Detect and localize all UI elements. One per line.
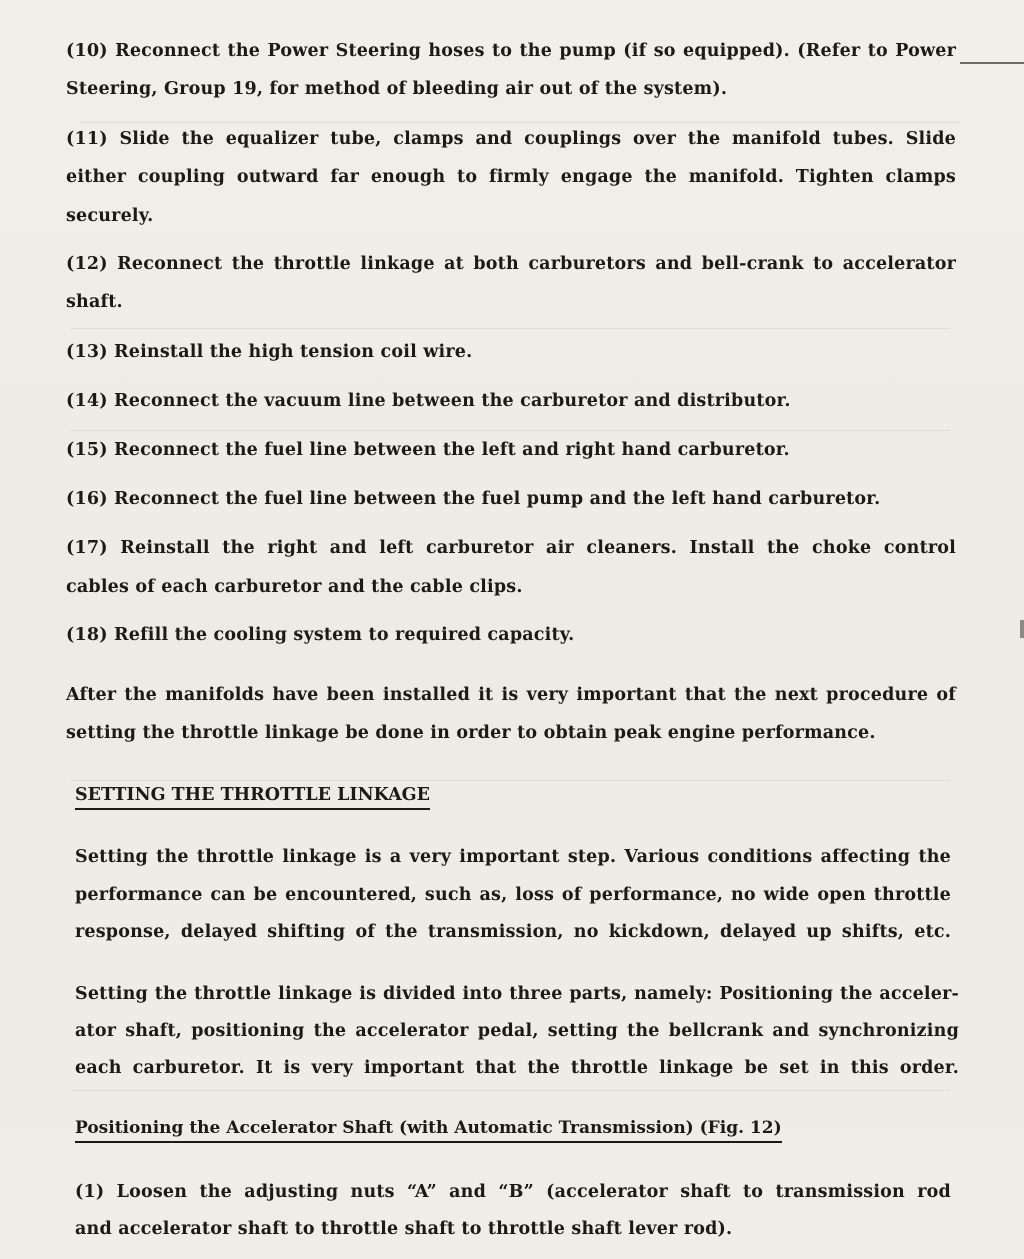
step-13: (13) Reinstall the high tension coil wire. <box>66 342 473 362</box>
step-12-line-1: (12) Reconnect the throttle linkage at both carburetors and bell-crank to accelerator <box>66 254 956 274</box>
margin-mark <box>1020 620 1024 638</box>
after-paragraph-line-2: setting the throttle linkage be done in order to obtain peak engine performance. <box>66 723 876 743</box>
after-paragraph-line-1: After the manifolds have been installed it is very important that the next procedure of <box>66 685 956 705</box>
step-15: (15) Reconnect the fuel line between the left and right hand carburetor. <box>66 440 790 460</box>
show-through-mark <box>70 420 950 431</box>
step-11-line-1: (11) Slide the equalizer tube, clamps and couplings over the manifold tubes. Slide <box>66 129 956 149</box>
step-18: (18) Refill the cooling system to required capacity. <box>66 625 575 645</box>
step-10-line-1: (10) Reconnect the Power Steering hoses to the pump (if so equipped). (Refer to Power <box>66 41 956 61</box>
show-through-mark <box>70 318 950 329</box>
step-12-line-2: shaft. <box>66 292 123 312</box>
subsection-step-1-line-2: and accelerator shaft to throttle shaft to throttle shaft lever rod). <box>75 1219 733 1239</box>
step-16: (16) Reconnect the fuel line between the fuel pump and the left hand carburetor. <box>66 489 881 509</box>
section-paragraph-1-line-3: response, delayed shifting of the transmission, no kickdown, delayed up shifts, etc. <box>75 922 951 942</box>
show-through-mark <box>80 110 960 123</box>
section-heading: SETTING THE THROTTLE LINKAGE <box>75 784 430 810</box>
step-17-line-1: (17) Reinstall the right and left carburetor air cleaners. Install the choke control <box>66 538 956 558</box>
step-11-line-3: securely. <box>66 206 154 226</box>
section-paragraph-1-line-2: performance can be encountered, such as, loss of performance, no wide open throttle <box>75 885 951 905</box>
header-rule <box>960 62 1024 64</box>
subsection-heading: Positioning the Accelerator Shaft (with Automatic Transmission) (Fig. 12) <box>75 1117 782 1143</box>
section-paragraph-1-line-1: Setting the throttle linkage is a very important step. Various conditions affecting the <box>75 847 951 867</box>
show-through-mark <box>70 1080 950 1091</box>
section-paragraph-2-line-2: ator shaft, positioning the accelerator pedal, setting the bellcrank and synchronizing <box>75 1021 959 1041</box>
show-through-mark <box>70 770 950 781</box>
section-paragraph-2-line-1: Setting the throttle linkage is divided into three parts, namely: Positioning the acceler- <box>75 984 959 1004</box>
section-paragraph-2-line-3: each carburetor. It is very important that the throttle linkage be set in this order. <box>75 1058 959 1078</box>
step-14: (14) Reconnect the vacuum line between the carburetor and distributor. <box>66 391 791 411</box>
subsection-step-1-line-1: (1) Loosen the adjusting nuts “A” and “B” (accelerator shaft to transmission rod <box>75 1182 951 1202</box>
step-11-line-2: either coupling outward far enough to firmly engage the manifold. Tighten clamps <box>66 167 956 187</box>
step-10-line-2: Steering, Group 19, for method of bleeding air out of the system). <box>66 79 728 99</box>
step-17-line-2: cables of each carburetor and the cable clips. <box>66 577 523 597</box>
